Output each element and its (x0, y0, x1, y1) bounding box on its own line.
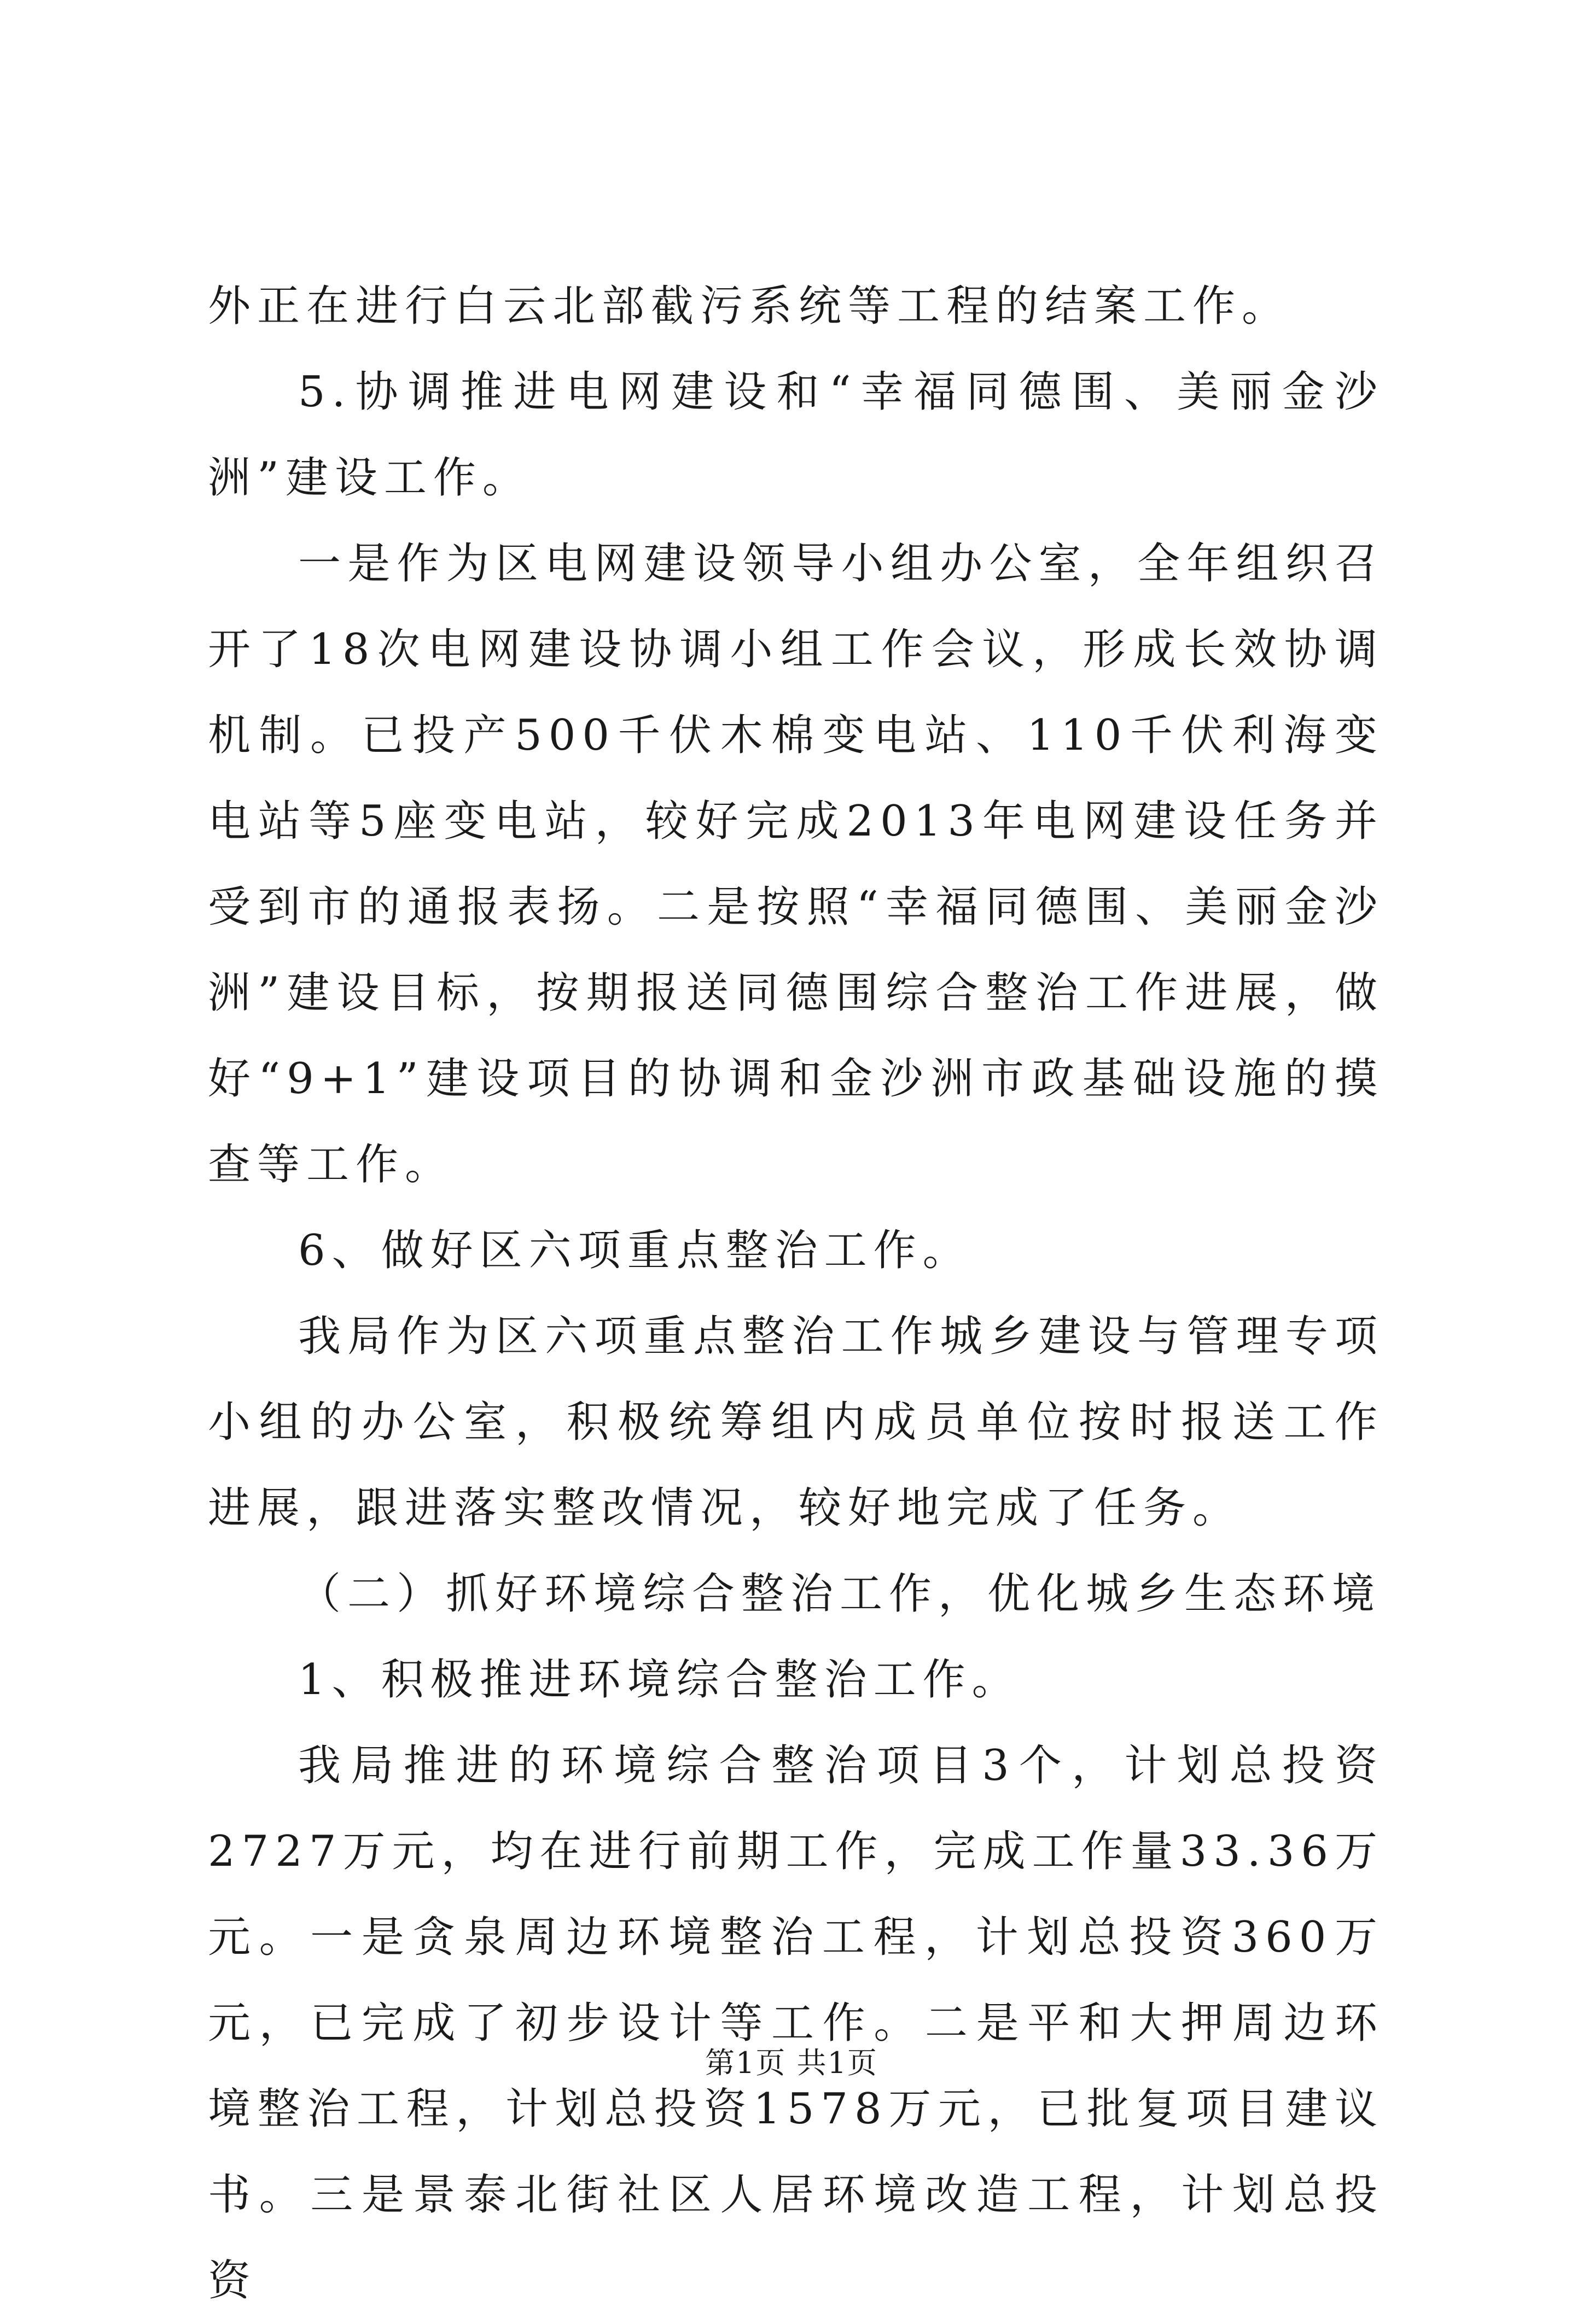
page-footer (0, 2040, 1583, 2082)
paragraph-2: 5.协调推进电网建设和“幸福同德围、美丽金沙洲”建设工作。 (208, 367, 1384, 503)
paragraph-4: 6、做好区六项重点整治工作。 (298, 1226, 972, 1275)
paragraph-1: 外正在进行白云北部截污系统等工程的结案工作。 (208, 282, 1291, 331)
paragraph-3: 一是作为区电网建设领导小组办公室，全年组织召开了18次电网建设协调小组工作会议，形成长效协调机制。已投产500千伏木棉变电站、110千伏利海变电站等5座变电站，较好完成2013年电网建设任务并受到市的通报表扬。二是按照“幸福同德围、美丽金沙洲”建设目标，按期报送同德围综合整治工作进展，做好“9+1”建设项目的协调和金沙洲市政基础设施的摸查等工作。 (208, 539, 1384, 1189)
paragraph-7: 1、积极推进环境综合整治工作。 (298, 1655, 1021, 1704)
document-body (208, 264, 1384, 2324)
paragraph-5: 我局作为区六项重点整治工作城乡建设与管理专项小组的办公室，积极统筹组内成员单位按时报送工作进展，跟进落实整改情况，较好地完成了任务。 (208, 1312, 1384, 1533)
page-number-label: 第1页 共1页 (705, 2046, 878, 2080)
section-heading: （二）抓好环境综合整治工作，优化城乡生态环境 (298, 1569, 1382, 1619)
paragraph-8: 我局推进的环境综合整治项目3个，计划总投资2727万元，均在进行前期工作，完成工作量33.36万元。一是贪泉周边环境整治工程，计划总投资360万元，已完成了初步设计等工作。二是平和大押周边环境整治工程，计划总投资1578万元，已批复项目建议书。三是景泰北街社区人居环境改造工程，计划总投资 (208, 1741, 1384, 2305)
